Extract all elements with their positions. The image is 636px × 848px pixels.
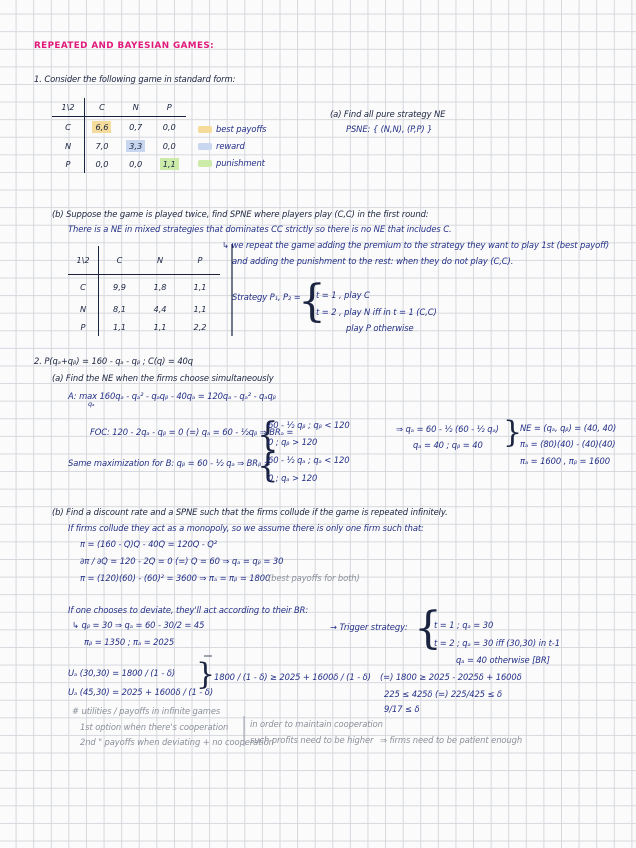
q2a-objective-sub: qₐ <box>88 400 95 408</box>
strategy-case-2: t = 2 , play N iff in t = 1 (C,C) <box>316 307 437 317</box>
trigger-brace: { <box>414 603 442 654</box>
q2-prompt: 2. P(qₐ+qᵦ) = 160 - qₐ - qᵦ ; C(q) = 40q <box>34 356 193 366</box>
q2a-ne: NE = (qₐ, qᵦ) = (40, 40) <box>520 423 617 433</box>
q2a-same: Same maximization for B: qᵦ = 60 - ½ qₐ ⇒ BRᵦ = <box>68 458 271 468</box>
table2-row-c: C <box>68 274 99 300</box>
ineq-2: (=) 1800 ≥ 2025 - 2025δ + 1600δ <box>380 672 522 682</box>
table1-col-c: C <box>85 98 119 117</box>
ineq-4: 9/17 ≤ δ <box>384 704 420 714</box>
table2-cell: 1,1 <box>153 322 167 332</box>
note-mid-2: such profits need to be higher <box>250 735 374 745</box>
page-title: REPEATED AND BAYESIAN GAMES: <box>34 41 215 51</box>
table2-cell: 1,1 <box>193 304 207 314</box>
table1-cell: 7,0 <box>95 140 109 151</box>
ineq-3: 225 ≤ 425δ (=) 225/425 ≤ δ <box>384 689 502 699</box>
trigger-label: → Trigger strategy: <box>330 622 408 632</box>
brb-case-1: 60 - ½ qₐ ; qₐ < 120 <box>268 455 350 465</box>
table2-cell: 8,1 <box>112 304 127 314</box>
table1-corner: 1\2 <box>52 98 85 117</box>
ua-deviate: Uₐ (45,30) = 2025 + 1600δ / (1 - δ) <box>68 687 213 697</box>
payoff-table-2 <box>68 246 220 336</box>
strategy-case-1: t = 1 , play C <box>316 290 370 300</box>
table1-row-p: P <box>52 155 85 173</box>
strategy-case-3: play P otherwise <box>346 323 414 333</box>
table2-cell: 4,4 <box>153 304 167 314</box>
ua-brace: } <box>196 657 216 692</box>
table1-cell: 0,7 <box>129 121 143 132</box>
table2-row-n: N <box>68 300 99 318</box>
trigger-case-2: t = 2 ; qₐ = 30 iff (30,30) in t-1 <box>434 638 560 648</box>
strategy-brace: { <box>298 276 326 327</box>
bra-brace: { <box>257 415 279 455</box>
q2a-solve-2: qₐ = 40 ; qᵦ = 40 <box>413 440 483 450</box>
note-right: ⇒ firms need to be patient enough <box>380 735 523 745</box>
note-2: 1st option when there's cooperation <box>80 722 229 732</box>
table2-col-c: C <box>99 246 141 274</box>
q2a-pi-calc: πₐ = (80)(40) - (40)(40) <box>520 439 616 449</box>
table2-cell: 1,1 <box>112 322 127 332</box>
table2-cell: 1,1 <box>193 282 207 293</box>
result-brace: } <box>503 415 523 450</box>
legend-swatch-best <box>198 126 212 133</box>
legend-best: best payoffs <box>216 124 267 134</box>
q2b-deviate: If one chooses to deviate, they'll act according to their BR: <box>68 605 309 615</box>
table1-col-p: P <box>152 98 186 117</box>
trigger-case-3: qₐ = 40 otherwise [BR] <box>456 655 550 665</box>
q2b-collude: If firms collude they act as a monopoly, so we assume there is only one firm such that: <box>68 523 424 533</box>
bra-case-2: 0 ; qᵦ > 120 <box>268 437 318 447</box>
brb-case-2: 0 ; qₐ > 120 <box>268 473 318 483</box>
table1-col-n: N <box>119 98 153 117</box>
q2a-solve-1: ⇒ qₐ = 60 - ½ (60 - ½ qₐ) <box>396 424 499 434</box>
table1-row-c: C <box>52 117 85 137</box>
q1b-line3: and adding the punishment to the rest: when they do not play (C,C). <box>232 256 514 266</box>
table2-cell: 1,8 <box>153 282 167 293</box>
table1-cell: 0,0 <box>162 121 176 132</box>
strategy-label: Strategy P₁, P₂ = <box>232 292 301 302</box>
table2-col-n: N <box>140 246 180 274</box>
q2b-deriv: ∂π / ∂Q = 120 - 2Q = 0 (=) Q = 60 ⇒ qₐ = qᵦ = 30 <box>80 556 284 566</box>
legend-punishment: punishment <box>216 158 265 168</box>
note-1: # utilities / payoffs in infinite games <box>72 706 221 716</box>
q1-prompt: 1. Consider the following game in standard form: <box>34 74 236 84</box>
payoff-table-1 <box>52 98 186 173</box>
note-mid-1: in order to maintain cooperation <box>250 719 383 729</box>
table1-cell: 6,6 <box>92 121 111 133</box>
note-3: 2nd " payoffs when deviating + no cooperation <box>80 737 274 747</box>
q2b-pi: π = (160 - Q)Q - 40Q = 120Q - Q² <box>80 539 218 549</box>
table2-cell: 9,9 <box>112 282 127 293</box>
q1a-title: (a) Find all pure strategy NE <box>330 109 446 119</box>
table2-corner: 1\2 <box>68 246 99 274</box>
table2-col-p: P <box>180 246 220 274</box>
brb-brace: { <box>257 446 279 486</box>
q1b-line1: There is a NE in mixed strategies that dominates CC strictly so there is no NE that includes C. <box>68 224 452 234</box>
bra-case-1: 60 - ½ qᵦ ; qᵦ < 120 <box>268 420 350 430</box>
trigger-case-1: t = 1 ; qₐ = 30 <box>434 620 494 630</box>
table1-cell: 0,0 <box>129 158 143 169</box>
q1a-answer: PSNE: { (N,N), (P,P) } <box>346 124 433 134</box>
table1-cell: 0,0 <box>162 140 176 151</box>
legend-swatch-reward <box>198 143 212 150</box>
legend-reward: reward <box>216 141 245 151</box>
table2-row-p: P <box>68 318 99 336</box>
table1-cell: 0,0 <box>95 158 109 169</box>
table1-row-n: N <box>52 137 85 155</box>
table2-cell: 2,2 <box>193 322 207 332</box>
q2a-foc: FOC: 120 - 2qₐ - qᵦ = 0 (=) qₐ = 60 - ½qᵦ ⇒ BRₐ = <box>90 427 294 437</box>
q2b-title: (b) Find a discount rate and a SPNE such that the firms collude if the game is repeated infinitely. <box>52 507 448 517</box>
q2a-objective: A: max 160qₐ - qₐ² - qₐqᵦ - 40qₐ = 120qₐ - qₐ² - qₐqᵦ <box>68 391 276 401</box>
q2a-title: (a) Find the NE when the firms choose simultaneously <box>52 373 274 383</box>
ua-cooperate: Uₐ (30,30) = 1800 / (1 - δ) <box>68 668 176 678</box>
q1b-title: (b) Suppose the game is played twice, find SPNE where players play (C,C) in the first round: <box>52 209 429 219</box>
ineq-1: 1800 / (1 - δ) ≥ 2025 + 1600δ / (1 - δ) <box>214 672 371 682</box>
q2b-dev-2: πᵦ = 1350 ; πₐ = 2025 <box>84 637 175 647</box>
q2b-dev-1: ↳ qᵦ = 30 ⇒ qₐ = 60 - 30/2 = 45 <box>72 620 205 630</box>
table1-cell: 3,3 <box>126 140 145 152</box>
q2b-profit: π = (120)(60) - (60)² = 3600 ⇒ πₐ = πᵦ = 1800 <box>80 573 271 583</box>
q1b-line2: ↳ we repeat the game adding the premium to the strategy they want to play 1st (best payoff) <box>222 240 610 250</box>
table1-cell: 1,1 <box>160 158 179 170</box>
q2a-pi-result: πₐ = 1600 , πᵦ = 1600 <box>520 456 610 466</box>
legend-swatch-punishment <box>198 160 212 167</box>
q2b-profit-note: (best payoffs for both) <box>268 573 360 583</box>
